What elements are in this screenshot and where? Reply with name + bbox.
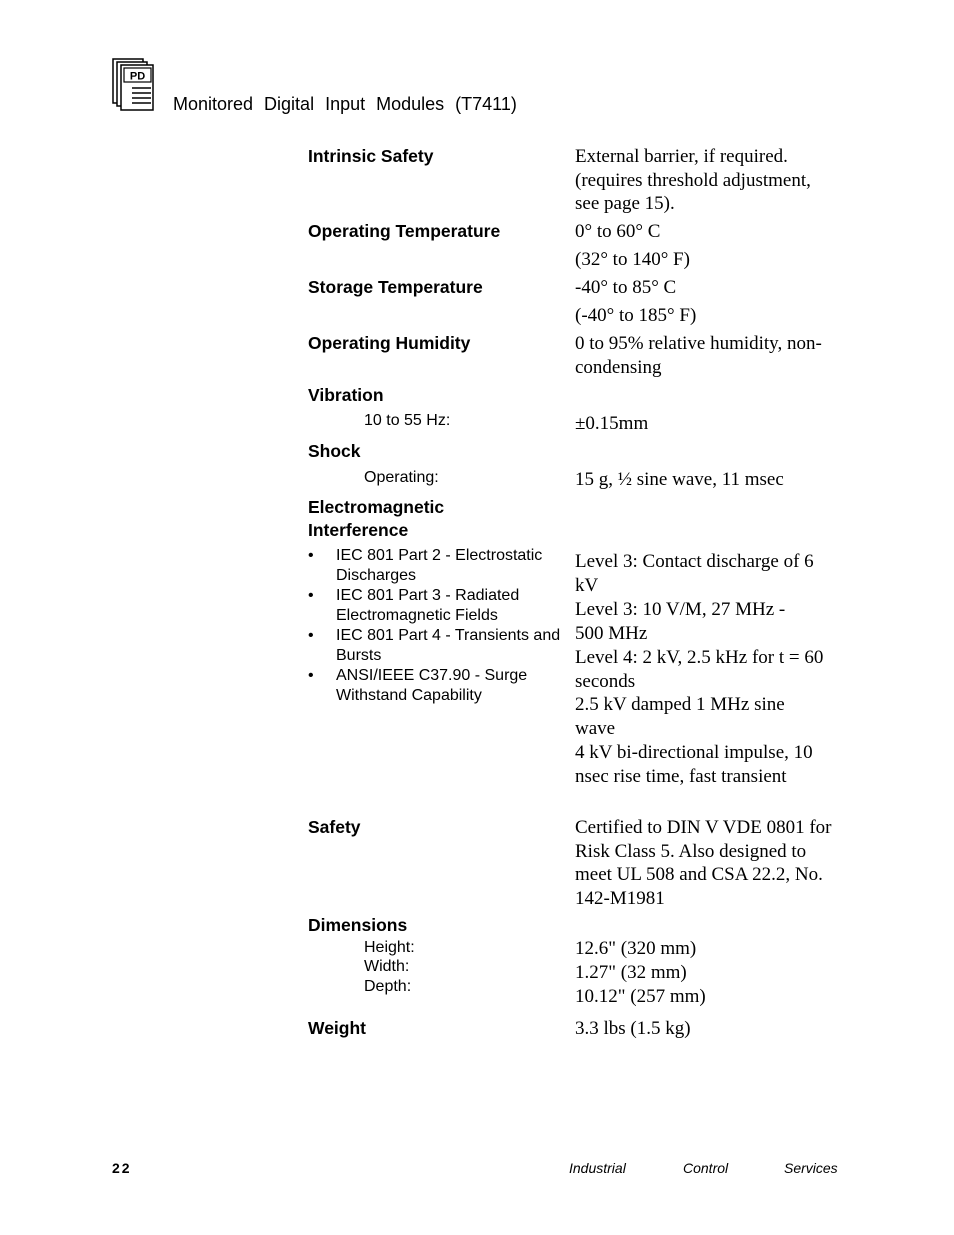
emi-value-transients: Level 4: 2 kV, 2.5 kHz for t = 60 seconds bbox=[575, 647, 824, 692]
operating-humidity-label: Operating Humidity bbox=[308, 333, 471, 353]
intrinsic-safety-value: External barrier, if required. (requires threshold adjustment, see page 15). bbox=[575, 146, 811, 214]
bullet-icon: • bbox=[308, 587, 314, 604]
bullet-icon: • bbox=[308, 667, 314, 684]
footer-publisher-industrial: Industrial bbox=[569, 1160, 626, 1176]
footer-publisher-services: Services bbox=[784, 1160, 838, 1176]
page-title: Monitored Digital Input Modules (T7411) bbox=[173, 94, 517, 114]
vibration-frequency-label: 10 to 55 Hz: bbox=[364, 412, 451, 429]
dimension-width-value: 1.27" (32 mm) bbox=[575, 962, 687, 983]
dimension-depth-label: Depth: bbox=[364, 978, 412, 995]
emi-value-electrostatic: Level 3: Contact discharge of 6 kV bbox=[575, 551, 814, 596]
emi-standard-text: IEC 801 Part 3 - Radiated Electromagnetic Fields bbox=[336, 587, 520, 624]
weight-value: 3.3 lbs (1.5 kg) bbox=[575, 1018, 691, 1039]
operating-temperature-label: Operating Temperature bbox=[308, 221, 501, 241]
emi-label-line1: Electromagnetic bbox=[308, 497, 445, 517]
emi-standard-text: IEC 801 Part 2 - Electrostatic Discharges bbox=[336, 547, 543, 584]
shock-label: Shock bbox=[308, 441, 361, 461]
pd-logo bbox=[112, 58, 156, 112]
emi-value-radiated: Level 3: 10 V/M, 27 MHz - 500 MHz bbox=[575, 599, 786, 644]
bullet-icon: • bbox=[308, 627, 314, 644]
vibration-value: ±0.15mm bbox=[575, 413, 649, 434]
emi-value-impulse: 4 kV bi-directional impulse, 10 nsec rise time, fast transient bbox=[575, 742, 813, 787]
operating-temperature-fahrenheit: (32° to 140° F) bbox=[575, 249, 690, 270]
dimension-depth-value: 10.12" (257 mm) bbox=[575, 986, 706, 1007]
operating-temperature-celsius: 0° to 60° C bbox=[575, 221, 661, 242]
emi-standard-text: ANSI/IEEE C37.90 - Surge Withstand Capability bbox=[336, 667, 528, 704]
list-item bbox=[308, 586, 563, 626]
operating-humidity-value: 0 to 95% relative humidity, non-condensing bbox=[575, 333, 822, 378]
list-item bbox=[308, 546, 563, 586]
logo-text: PD bbox=[129, 70, 146, 83]
emi-label-line2: Interference bbox=[308, 520, 409, 540]
storage-temperature-celsius: -40° to 85° C bbox=[575, 277, 677, 298]
emi-standards-list bbox=[308, 546, 563, 706]
emi-standard-text: IEC 801 Part 4 - Transients and Bursts bbox=[336, 627, 561, 664]
list-item bbox=[308, 626, 563, 666]
footer-publisher-control: Control bbox=[683, 1160, 729, 1176]
safety-value: Certified to DIN V VDE 0801 for Risk Class 5. Also designed to meet UL 508 and CSA 22.2, No. 142-M1981 bbox=[575, 817, 832, 909]
dimensions-label: Dimensions bbox=[308, 915, 408, 935]
list-item bbox=[308, 666, 563, 706]
emi-value-damped: 2.5 kV damped 1 MHz sine wave bbox=[575, 694, 785, 739]
intrinsic-safety-label: Intrinsic Safety bbox=[308, 146, 434, 166]
storage-temperature-fahrenheit: (-40° to 185° F) bbox=[575, 305, 697, 326]
dimension-height-value: 12.6" (320 mm) bbox=[575, 938, 697, 959]
dimension-height-label: Height: bbox=[364, 939, 415, 956]
safety-label: Safety bbox=[308, 817, 361, 837]
weight-label: Weight bbox=[308, 1018, 367, 1038]
bullet-icon: • bbox=[308, 547, 314, 564]
dimension-width-label: Width: bbox=[364, 958, 410, 975]
vibration-label: Vibration bbox=[308, 385, 384, 405]
page-number: 22 bbox=[112, 1160, 132, 1176]
shock-operating-label: Operating: bbox=[364, 469, 439, 486]
storage-temperature-label: Storage Temperature bbox=[308, 277, 483, 297]
shock-value: 15 g, ½ sine wave, 11 msec bbox=[575, 469, 784, 490]
